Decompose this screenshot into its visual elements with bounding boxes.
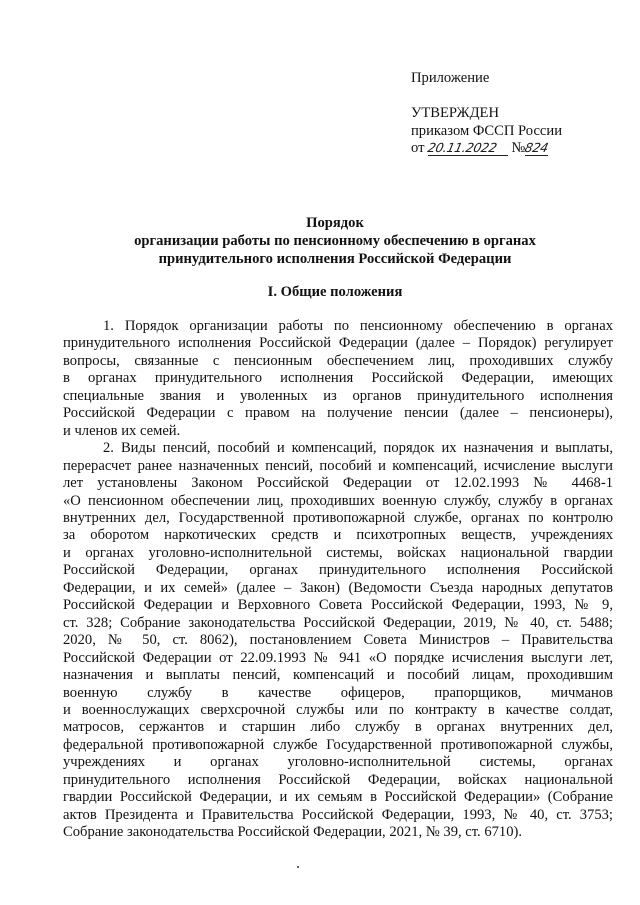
body-line: перерасчет ранее назначенных пенсий, пособий и компенсаций, исчисление выслуги [63,457,613,474]
title-line: Порядок [306,215,364,231]
body-line: лет установлены Законом Российской Федерации от 12.02.1993 № 4468-1 [63,475,613,492]
body-line: Российской Федерации, органах принудительного исполнения Российской [63,562,613,579]
body-line: за оборотом наркотических средств и психотропных веществ, учреждениях [63,527,613,544]
body-line: гвардии Российской Федерации, и их семьям в Российской Федерации» (Собрание [63,789,613,806]
body-line: принудительного исполнения Российской Федерации, войсках национальной [63,771,613,788]
order-date-number [411,140,562,158]
body-line: учреждениях и органах уголовно-исполнительной системы, органах [63,754,613,771]
body-line: ст. 328; Собрание законодательства Российской Федерации, 2019, № 40, ст. 5488; [63,614,613,631]
number-prefix: № [511,140,526,157]
body-line: специальные звания и уволенных из органов принудительного исполнения [63,387,613,404]
body-line: Собрание законодательства Российской Федерации, 2021, № 39, ст. 6710). [63,824,523,841]
body-line: Федерации, и их семей» (далее – Закон) (Ведомости Съезда народных депутатов [63,579,613,596]
body-line: и военнослужащих сверхсрочной службы или по контракту в качестве солдат, [63,701,613,718]
section-heading: I. Общие положения [267,284,403,300]
body-line: актов Президента и Правительства Российской Федерации, 1993, № 40, ст. 3753; [63,806,613,823]
body-line: и органах уголовно-исполнительной системы, войсках национальной гвардии [63,544,613,561]
order-date-handwritten: 20.11.2022 [426,140,499,156]
title-line: принудительного исполнения Российской Федерации [158,251,512,267]
title-line: организации работы по пенсионному обеспечению в органах [134,233,536,249]
scan-speck [297,866,299,868]
body-line: и членов их семей. [63,422,181,439]
approved-label: УТВЕРЖДЕН [411,104,499,121]
body-line: 2. Виды пенсий, пособий и компенсаций, порядок их назначения и выплаты, [103,440,613,457]
body-line: Российской Федерации с правом на получение пенсии (далее – пенсионеры), [63,405,613,422]
appendix-label: Приложение [411,70,490,86]
approval-block [411,70,562,158]
body-line: в органах принудительного исполнения Российской Федерации, имеющих [63,370,613,387]
body-line: принудительного исполнения Российской Федерации (далее – Порядок) регулирует [63,335,613,352]
order-number-handwritten: 824 [523,140,550,156]
body-line: Российской Федерации и Верховного Совета Российской Федерации, 1993, № 9, [63,597,613,614]
order-label: приказом ФССП России [411,122,563,139]
body-line: федеральной противопожарной службе Государственной противопожарной службы, [63,736,613,753]
body-line: 1. Порядок организации работы по пенсионному обеспечению в органах [103,318,613,334]
document-title [40,214,630,268]
from-prefix: от [411,140,425,157]
order-number-field [525,141,548,156]
body-line: военную службу в качестве офицеров, прапорщиков, мичманов [63,684,613,701]
body-line: Российской Федерации от 22.09.1993 № 941 «О порядке исчисления выслуги лет, [63,649,613,666]
body-line: матросов, сержантов и старшин либо службу в органах внутренних дел, [63,719,613,736]
order-date-field [428,141,508,156]
body-line: назначения и выплаты пенсий, компенсаций и пособий лицам, проходившим [63,667,613,684]
body-line: вопросы, связанные с пенсионным обеспечением лиц, проходивших службу [63,352,613,369]
body-line: 2020, № 50, ст. 8062), постановлением Совета Министров – Правительства [63,632,613,649]
body-line: внутренних дел, Государственной противопожарной службе, органах по контролю [63,509,613,526]
document-body [63,318,613,842]
body-line: «О пенсионном обеспечении лиц, проходивших военную службу, службу в органах [63,492,613,509]
